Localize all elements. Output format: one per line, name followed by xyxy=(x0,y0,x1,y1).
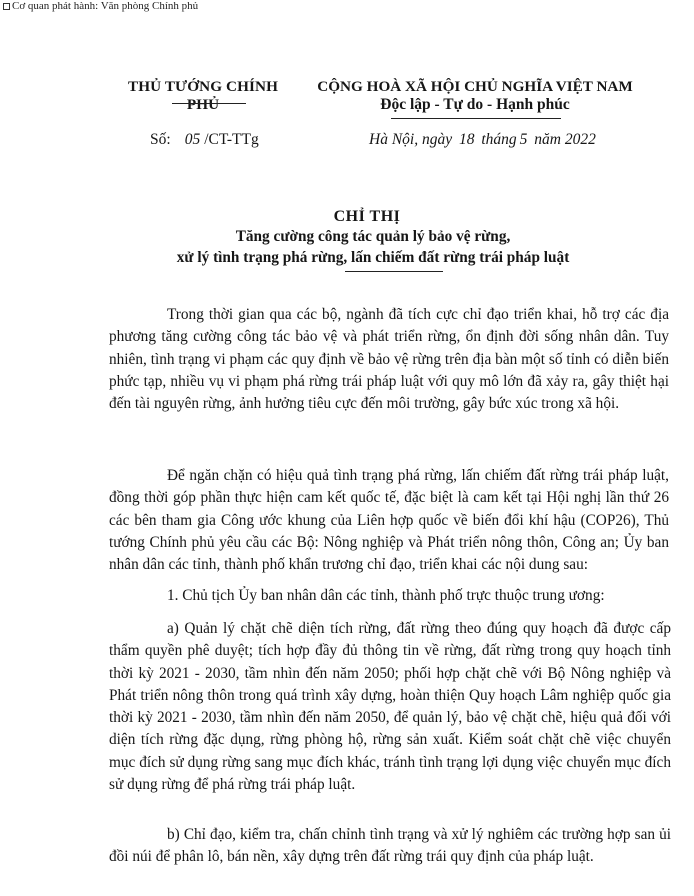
document-type: CHỈ THỊ xyxy=(333,208,401,225)
number-suffix: /CT-TTg xyxy=(204,131,259,148)
date-year: năm 2022 xyxy=(534,131,596,148)
title-line-2: xử lý tình trạng phá rừng, lấn chiếm đất rừng trái pháp luật xyxy=(176,249,570,266)
issuing-agency-stamp xyxy=(3,0,198,12)
date-month: 5 xyxy=(519,131,528,148)
issuer-underline xyxy=(172,103,246,104)
motto-underline xyxy=(391,118,561,119)
body-paragraph-2: Để ngăn chặn có hiệu quả tình trạng phá rừng, lấn chiếm đất rừng trái pháp luật, đồng thời góp phần thực hiện cam kết quốc tế, đặc biệt là cam kết tại Hội nghị lần thứ 26 các bên tham gia Công ước khung của Liên hợp quốc về biến đổi khí hậu (COP26), Thủ tướng Chính phủ yêu cầu các Bộ: Nông nghiệp và Phát triển nông thôn, Công an; Ủy ban nhân dân các tỉnh, thành phố khẩn trương chỉ đạo, triển khai các nội dung sau: xyxy=(109,467,669,574)
document-header xyxy=(0,78,694,168)
document-number xyxy=(150,131,259,149)
date-day: 18 xyxy=(458,131,475,148)
checkbox-square-icon xyxy=(3,3,10,10)
national-motto: Độc lập - Tự do - Hạnh phúc xyxy=(380,96,570,113)
number-value: 05 xyxy=(184,131,201,148)
body-paragraph-3: 1. Chủ tịch Ủy ban nhân dân các tỉnh, thành phố trực thuộc trung ương: xyxy=(167,587,605,604)
date-prefix: Hà Nội, ngày xyxy=(369,131,453,148)
document-title-block xyxy=(0,208,694,268)
body-paragraph-1: Trong thời gian qua các bộ, ngành đã tích cực chỉ đạo triển khai, hỗ trợ các địa phương tăng cường công tác bảo vệ và phát triển rừng, ổn định đời sống nhân dân. Tuy nhiên, tình trạng vi phạm các quy định về bảo vệ rừng trên địa bàn một số tỉnh có diễn biến phức tạp, nhiều vụ vi phạm phá rừng trái pháp luật với quy mô lớn đã xảy ra, gây thiệt hại đến tài nguyên rừng, ảnh hưởng tiêu cực đến môi trường, gây bức xúc trong xã hội. xyxy=(109,306,669,413)
title-underline xyxy=(345,271,443,272)
body-paragraph-5: b) Chỉ đạo, kiểm tra, chấn chỉnh tình trạng và xử lý nghiêm các trường hợp san ủi đồi núi để phân lô, bán nền, xây dựng trên đất rừng trái quy định của pháp luật. xyxy=(109,826,671,866)
date-month-label: tháng xyxy=(481,131,517,148)
issue-date xyxy=(369,131,596,149)
body-paragraph-4: a) Quản lý chặt chẽ diện tích rừng, đất rừng theo đúng quy hoạch đã được cấp thẩm quyền phê duyệt; tích hợp đầy đủ thông tin về rừng, đất rừng trong quy hoạch tỉnh thời kỳ 2021 - 2030, tầm nhìn đến năm 2050; phối hợp chặt chẽ với Bộ Nông nghiệp và Phát triển nông thôn trong quá trình xây dựng, hoàn thiện Quy hoạch Lâm nghiệp quốc gia thời kỳ 2021 - 2030, tầm nhìn đến năm 2050, để quản lý, bảo vệ chặt chẽ, hiệu quả đối với diện tích rừng đặc dụng, rừng phòng hộ, rừng sản xuất. Kiểm soát chặt chẽ việc chuyển mục đích sử dụng rừng sang mục đích khác, tránh tình trạng lợi dụng việc chuyển mục đích sử dụng rừng để phá rừng trái pháp luật. xyxy=(109,620,671,794)
issuer-name: THỦ TƯỚNG CHÍNH PHỦ xyxy=(127,78,278,113)
number-label: Số: xyxy=(150,131,171,148)
issuing-agency-text: Cơ quan phát hành: Văn phòng Chính phủ xyxy=(12,0,199,12)
title-line-1: Tăng cường công tác quản lý bảo vệ rừng, xyxy=(235,228,511,245)
national-title: CỘNG HOÀ XÃ HỘI CHỦ NGHĨA VIỆT NAM xyxy=(317,78,633,95)
